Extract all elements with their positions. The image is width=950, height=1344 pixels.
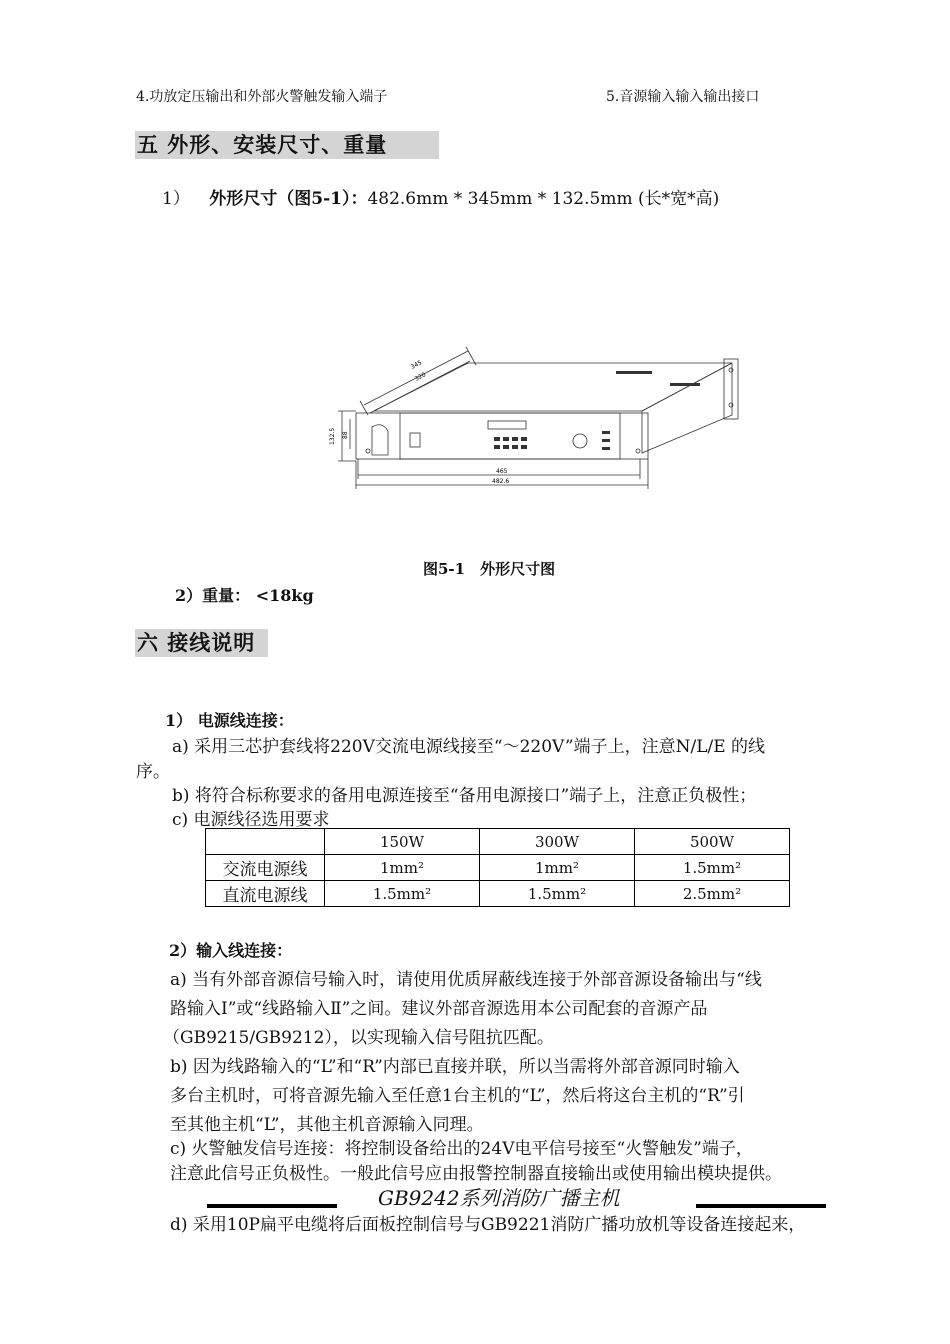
dimension-drawing [320,335,750,505]
table-cell: 1mm² [325,855,480,881]
power-item-c: c) 电源线径选用要求 [172,810,330,830]
width-inner-label: 465 [496,468,508,475]
table-row-label: 直流电源线 [206,881,325,907]
section-6-heading: 六 接线说明 [135,629,268,657]
footer-rule-right [696,1204,826,1208]
input-item-b-line1: b) 因为线路输入的“L”和“R”内部已直接并联，所以当需将外部音源同时输入 [170,1057,740,1077]
input-item-d: d) 采用10P扁平电缆将后面板控制信号与GB9221消防广播功放机等设备连接起来， [170,1215,806,1235]
dimension-number: 1） [162,189,190,209]
footer-rule-left [207,1204,337,1208]
power-item-a-line2: 序。 [136,762,170,782]
width-outer-label: 482.6 [492,478,510,485]
weight-line: 2）重量： <18kg [175,586,314,605]
power-heading: 1） 电源线连接： [165,711,294,730]
dimension-value: 482.6mm * 345mm * 132.5mm (长*宽*高) [367,189,720,209]
input-heading: 2）输入线连接： [169,941,293,960]
table-row [206,881,790,907]
table-header-cell: 500W [635,829,790,855]
power-item-b: b) 将符合标称要求的备用电源连接至“备用电源接口”端子上，注意正负极性； [172,786,757,806]
dimension-label: 外形尺寸（图5-1）： [209,189,368,209]
footer-title: GB9242系列消防广播主机 [378,1186,620,1210]
terminal-label-4: 4.功放定压输出和外部火警触发输入端子 [136,89,388,105]
terminal-label-5: 5.音源输入输入输出接口 [606,89,760,105]
table-header-cell [206,829,325,855]
input-item-a-line3: （GB9215/GB9212），以实现输入信号阻抗匹配。 [163,1028,554,1048]
table-cell: 1.5mm² [480,881,635,907]
input-item-a-line1: a) 当有外部音源信号输入时，请使用优质屏蔽线连接于外部音源设备输出与“线 [170,970,762,990]
table-row-label: 交流电源线 [206,855,325,881]
table-cell: 1mm² [480,855,635,881]
table-cell: 1.5mm² [325,881,480,907]
depth-inner-label: 320 [413,371,428,383]
power-item-a-line1: a) 采用三芯护套线将220V交流电源线接至“～220V”端子上，注意N/L/E 的线 [172,737,766,757]
table-header-row [206,829,790,855]
input-item-c-line2: 注意此信号正负极性。一般此信号应由报警控制器直接输出或使用输出模块提供。 [170,1164,782,1184]
depth-outer-label: 345 [409,359,424,371]
dimension-line [162,184,719,209]
input-item-a-line2: 路输入Ⅰ”或“线路输入Ⅱ”之间。建议外部音源选用本公司配套的音源产品 [170,999,708,1019]
input-item-c-line1: c) 火警触发信号连接：将控制设备给出的24V电平信号接至“火警触发”端子， [170,1139,753,1159]
table-header-cell: 300W [480,829,635,855]
figure-caption: 图5-1 外形尺寸图 [423,560,556,578]
height-inner-label: 88 [342,431,349,439]
table-header-cell: 150W [325,829,480,855]
table-cell: 1.5mm² [635,855,790,881]
height-outer-label: 132.5 [329,427,336,445]
input-item-b-line2: 多台主机时，可将音源先输入至任意1台主机的“L”，然后将这台主机的“R”引 [170,1086,745,1106]
section-5-heading: 五 外形、安装尺寸、重量 [135,131,439,159]
table-cell: 2.5mm² [635,881,790,907]
input-item-b-line3: 至其他主机“L”，其他主机音源输入同理。 [170,1115,484,1135]
cable-spec-table [205,828,790,907]
table-row [206,855,790,881]
